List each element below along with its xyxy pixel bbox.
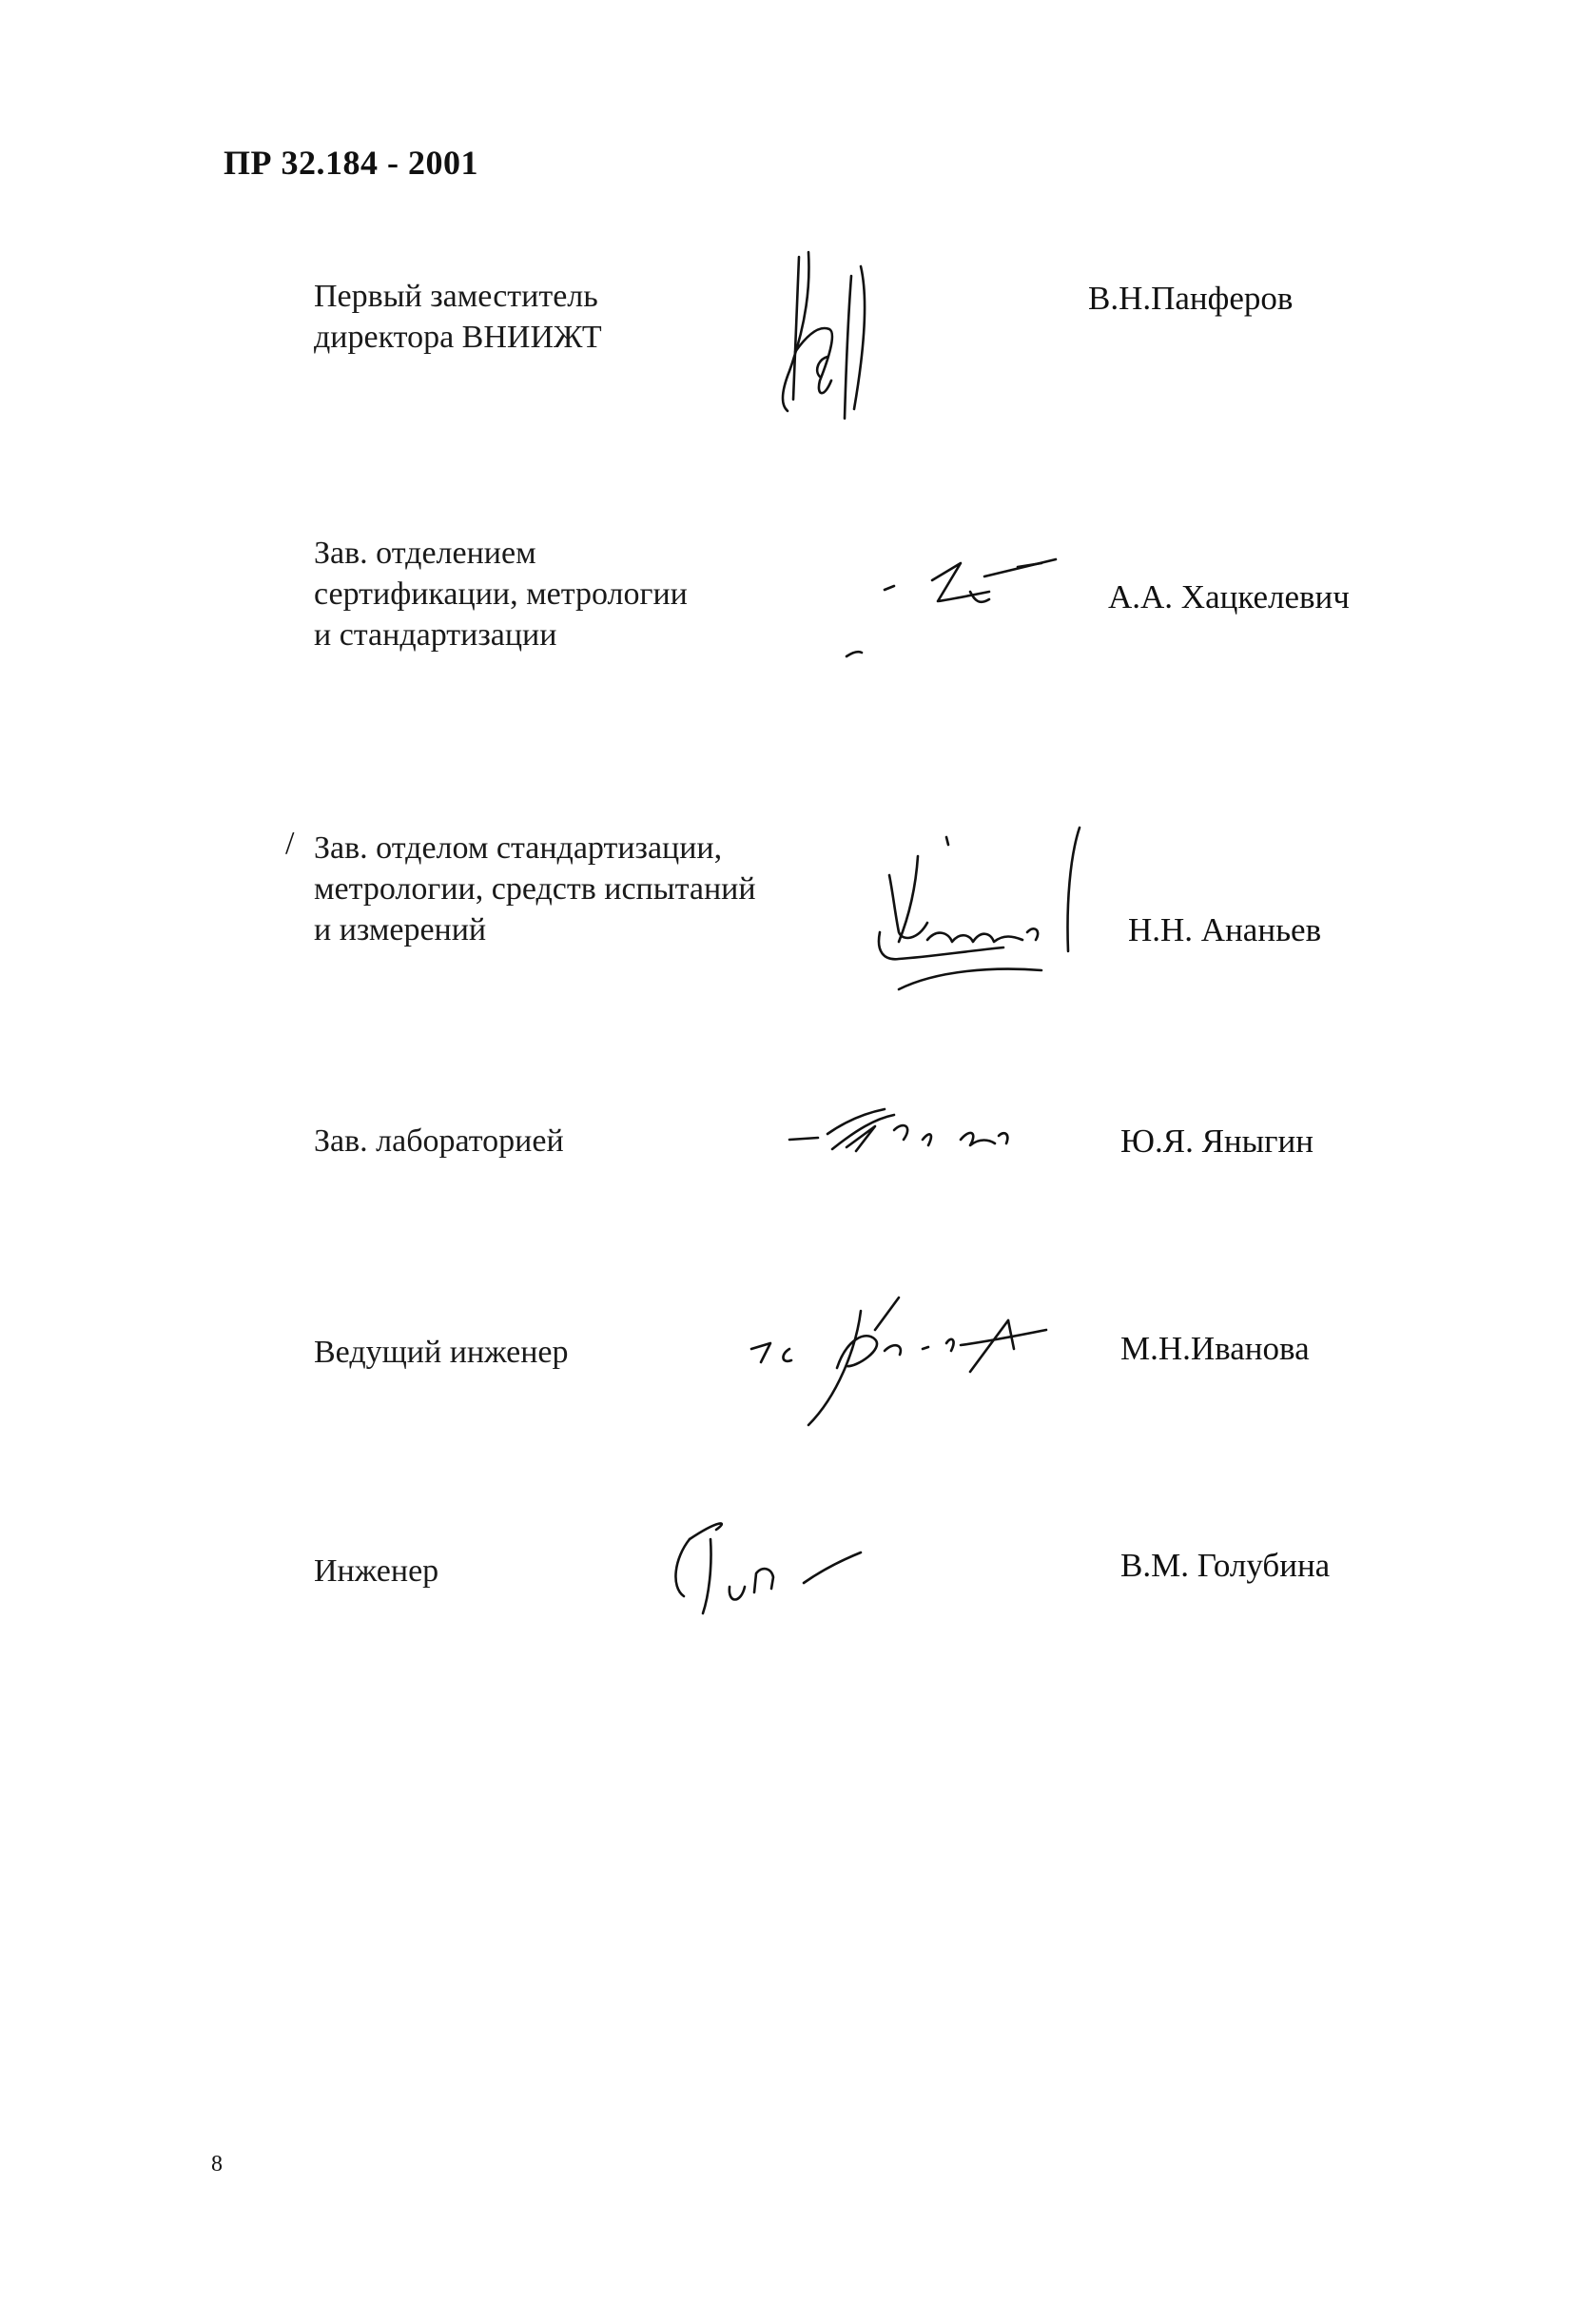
signatory-role bbox=[314, 1332, 569, 1373]
role-line: Зав. отделом стандартизации, bbox=[314, 830, 723, 866]
role-line: директора ВНИИЖТ bbox=[314, 320, 602, 355]
signatory-name: В.Н.Панферов bbox=[1088, 280, 1294, 317]
page-number: 8 bbox=[211, 2152, 223, 2177]
signatory-role bbox=[314, 1121, 564, 1162]
role-line: Зав. лабораторией bbox=[314, 1123, 564, 1159]
signatory-role bbox=[314, 533, 688, 655]
signature-image bbox=[732, 1292, 1056, 1435]
signatory-name: Ю.Я. Яныгин bbox=[1120, 1123, 1314, 1160]
signatory-name: А.А. Хацкелевич bbox=[1108, 578, 1350, 615]
document-code: ПР 32.184 - 2001 bbox=[224, 144, 478, 182]
signatory-role bbox=[314, 828, 756, 950]
signature-image bbox=[661, 1501, 880, 1625]
role-line: метрологии, средств испытаний bbox=[314, 871, 756, 907]
signatory-name: М.Н.Иванова bbox=[1120, 1330, 1310, 1367]
signatory-name: Н.Н. Ананьев bbox=[1128, 911, 1322, 948]
role-line: Зав. отделением bbox=[314, 536, 536, 571]
signature-image bbox=[861, 818, 1108, 999]
signature-image bbox=[827, 542, 1094, 666]
role-line: сертификации, метрологии bbox=[314, 576, 688, 612]
role-line: и стандартизации bbox=[314, 617, 557, 653]
signatory-name: В.М. Голубина bbox=[1120, 1547, 1331, 1584]
role-line: и измерений bbox=[314, 912, 487, 947]
role-line: Ведущий инженер bbox=[314, 1335, 569, 1370]
role-line: Первый заместитель bbox=[314, 279, 598, 314]
signature-image bbox=[761, 238, 913, 428]
role-line: Инженер bbox=[314, 1553, 439, 1589]
signatory-role bbox=[314, 276, 602, 358]
signatory-role bbox=[314, 1551, 438, 1591]
margin-mark: / bbox=[285, 826, 295, 861]
signature-image bbox=[780, 1092, 1037, 1178]
